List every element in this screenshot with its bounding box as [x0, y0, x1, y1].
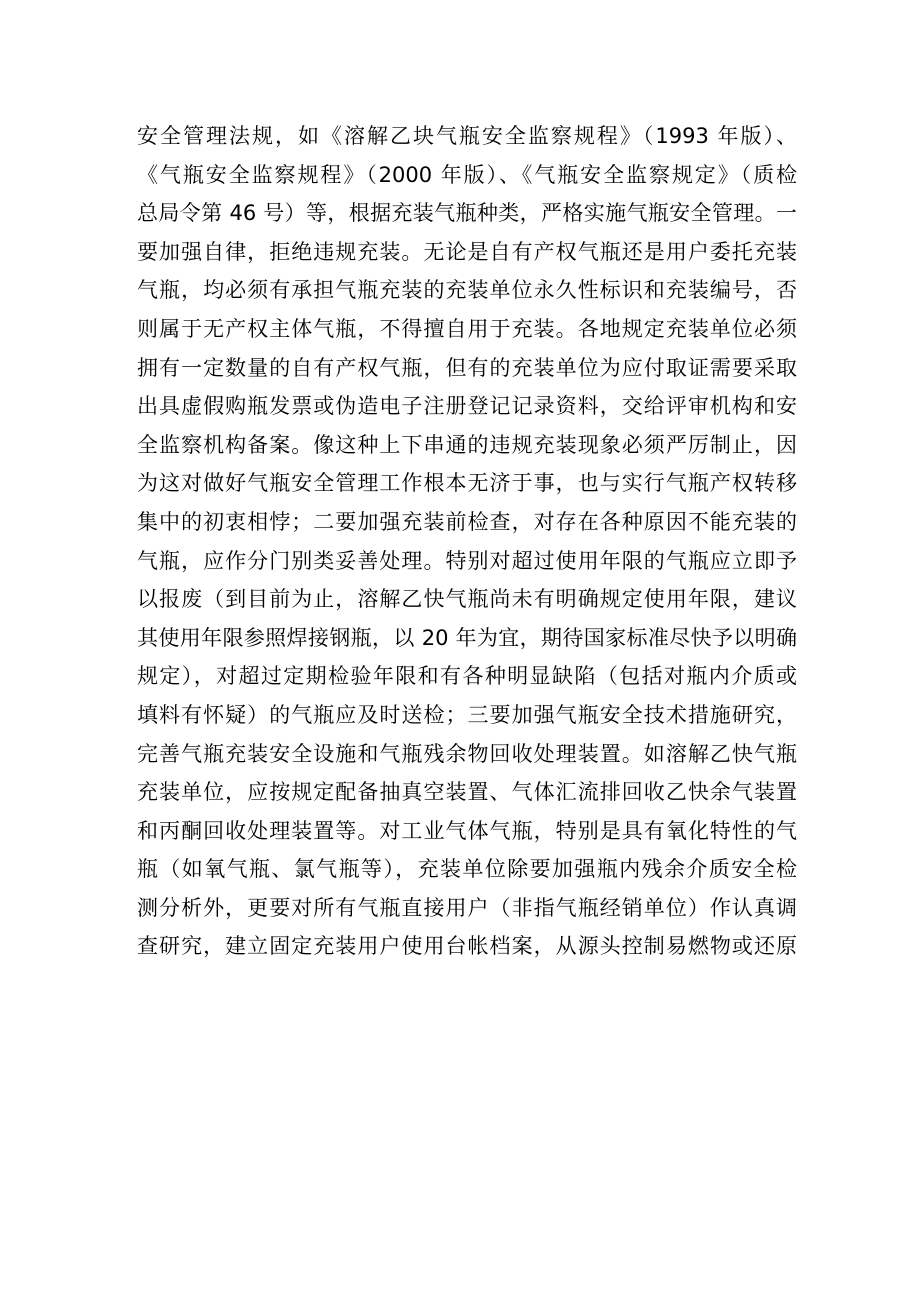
- text-line: 充装单位，应按规定配备抽真空装置、气体汇流排回收乙快余气装置: [137, 780, 797, 805]
- text-line: 《气瓶安全监察规程》（2000 年版）、《气瓶安全监察规定》（质检: [137, 162, 797, 187]
- body-text: [137, 117, 797, 966]
- text-line: 查研究，建立固定充装用户使用台帐档案，从源头控制易燃物或还原: [137, 934, 797, 959]
- text-line: 出具虚假购瓶发票或伪造电子注册登记记录资料，交给评审机构和安: [137, 394, 797, 419]
- text-line: 全监察机构备案。像这种上下串通的违规充装现象必须严厉制止，因: [137, 432, 797, 457]
- text-line: 规定），对超过定期检验年限和有各种明显缺陷（包括对瓶内介质或: [137, 664, 797, 689]
- text-line: 其使用年限参照焊接钢瓶，以 20 年为宜，期待国家标准尽快予以明确: [137, 625, 797, 650]
- text-line: 瓶（如氧气瓶、氯气瓶等），充装单位除要加强瓶内残余介质安全检: [137, 857, 797, 882]
- text-line: 气瓶，均必须有承担气瓶充装的充装单位永久性标识和充装编号，否: [137, 278, 797, 303]
- text-line: 拥有一定数量的自有产权气瓶，但有的充装单位为应付取证需要采取: [137, 355, 797, 380]
- text-line: 安全管理法规，如《溶解乙块气瓶安全监察规程》（1993 年版）、: [137, 124, 797, 148]
- text-line: 为这对做好气瓶安全管理工作根本无济于事，也与实行气瓶产权转移: [137, 471, 797, 496]
- text-line: 测分析外，更要对所有气瓶直接用户（非指气瓶经销单位）作认真调: [137, 895, 797, 920]
- text-line: 气瓶，应作分门别类妥善处理。特别对超过使用年限的气瓶应立即予: [137, 548, 797, 573]
- text-line: 则属于无产权主体气瓶，不得擅自用于充装。各地规定充装单位必须: [137, 316, 797, 341]
- text-line: 和丙酮回收处理装置等。对工业气体气瓶，特别是具有氧化特性的气: [137, 818, 797, 843]
- text-line: 集中的初衷相悖；二要加强充装前检查，对存在各种原因不能充装的: [137, 509, 797, 534]
- text-line: 要加强自律，拒绝违规充装。无论是自有产权气瓶还是用户委托充装: [137, 239, 797, 264]
- text-line: 填料有怀疑）的气瓶应及时送检；三要加强气瓶安全技术措施研究，: [137, 702, 797, 727]
- text-line: 以报废（到目前为止，溶解乙快气瓶尚未有明确规定使用年限，建议: [137, 587, 797, 612]
- text-line: 总局令第 46 号）等，根据充装气瓶种类，严格实施气瓶安全管理。一: [137, 201, 797, 226]
- text-line: 完善气瓶充装安全设施和气瓶残余物回收处理装置。如溶解乙快气瓶: [137, 741, 797, 766]
